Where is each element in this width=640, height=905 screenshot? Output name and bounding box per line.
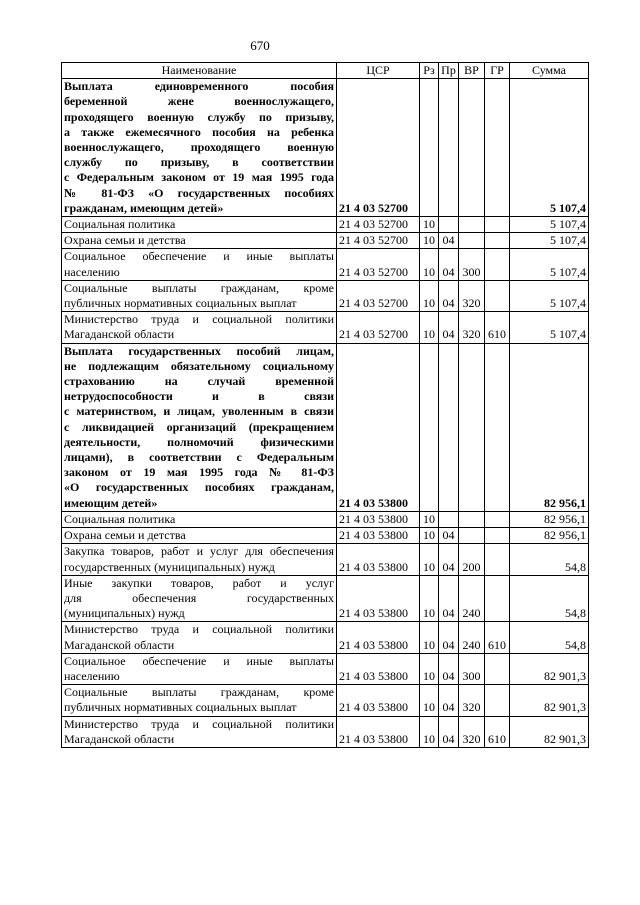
row-name-line: (муниципальных) нужд <box>64 606 185 621</box>
row-name-line: публичных нормативных социальных выплат <box>64 296 297 311</box>
row-name <box>62 622 337 653</box>
row-name <box>62 343 337 511</box>
row-sum: 5 107,4 <box>510 79 589 217</box>
table-row <box>62 544 589 575</box>
row-csr: 21 4 03 52700 <box>337 280 420 311</box>
row-name-line: службу по призыву, в соответствии <box>64 155 334 170</box>
row-sum: 82 956,1 <box>510 528 589 544</box>
row-pr: 04 <box>439 575 459 622</box>
row-pr: 04 <box>439 233 459 249</box>
row-vr <box>459 79 485 217</box>
row-name-line: для обеспечения государственных <box>64 590 334 605</box>
table-row <box>62 528 589 544</box>
row-name-line: Социальная политика <box>64 511 176 526</box>
row-name-line: Социальные выплаты гражданам, кроме <box>64 280 334 295</box>
row-rz: 10 <box>420 233 439 249</box>
row-csr: 21 4 03 53800 <box>337 343 420 511</box>
row-pr <box>439 511 459 527</box>
row-rz: 10 <box>420 249 439 280</box>
row-name-line: Выплата единовременного пособия <box>64 79 334 94</box>
row-vr: 300 <box>459 653 485 684</box>
row-csr: 21 4 03 52700 <box>337 249 420 280</box>
table-row <box>62 622 589 653</box>
header-gr: ГР <box>485 63 510 79</box>
row-rz: 10 <box>420 575 439 622</box>
row-name <box>62 511 337 527</box>
row-sum: 82 956,1 <box>510 343 589 511</box>
table-row <box>62 575 589 622</box>
row-pr: 04 <box>439 528 459 544</box>
row-name-line: населению <box>64 668 120 683</box>
row-pr: 04 <box>439 716 459 747</box>
row-name <box>62 653 337 684</box>
table-header-row <box>62 63 589 79</box>
row-gr: 610 <box>485 622 510 653</box>
header-sum: Сумма <box>510 63 589 79</box>
table-row <box>62 312 589 343</box>
row-sum: 5 107,4 <box>510 312 589 343</box>
header-rz: Рз <box>420 63 439 79</box>
row-gr <box>485 528 510 544</box>
row-csr: 21 4 03 53800 <box>337 511 420 527</box>
row-csr: 21 4 03 52700 <box>337 233 420 249</box>
row-rz: 10 <box>420 653 439 684</box>
row-name-line: Министерство труда и социальной политики <box>64 312 334 327</box>
row-sum: 5 107,4 <box>510 249 589 280</box>
header-name: Наименование <box>62 63 337 79</box>
row-name-line: Магаданской области <box>64 327 175 342</box>
row-sum: 5 107,4 <box>510 217 589 233</box>
row-gr <box>485 653 510 684</box>
row-gr <box>485 249 510 280</box>
row-name <box>62 217 337 233</box>
table-row <box>62 249 589 280</box>
row-csr: 21 4 03 53800 <box>337 575 420 622</box>
row-csr: 21 4 03 53800 <box>337 716 420 747</box>
row-rz <box>420 343 439 511</box>
row-pr: 04 <box>439 312 459 343</box>
row-name-line: страхованию на случай временной <box>64 374 334 389</box>
row-sum: 5 107,4 <box>510 280 589 311</box>
table-row <box>62 217 589 233</box>
row-name-line: публичных нормативных социальных выплат <box>64 700 297 715</box>
row-name-line: Социальная политика <box>64 217 176 232</box>
table-row <box>62 280 589 311</box>
row-rz: 10 <box>420 312 439 343</box>
row-rz: 10 <box>420 685 439 716</box>
row-rz: 10 <box>420 544 439 575</box>
row-sum: 54,8 <box>510 544 589 575</box>
row-sum: 54,8 <box>510 575 589 622</box>
page-number: 670 <box>250 38 270 53</box>
row-name <box>62 685 337 716</box>
row-name-line: с ликвидацией организаций (прекращением <box>64 419 334 434</box>
table-row <box>62 511 589 527</box>
row-pr: 04 <box>439 653 459 684</box>
header-csr: ЦСР <box>337 63 420 79</box>
row-name <box>62 249 337 280</box>
row-name-line: деятельности, полномочий физическими <box>64 434 334 449</box>
header-pr: Пр <box>439 63 459 79</box>
row-sum: 82 901,3 <box>510 716 589 747</box>
row-rz <box>420 79 439 217</box>
table-row <box>62 343 589 511</box>
row-name <box>62 312 337 343</box>
row-csr: 21 4 03 53800 <box>337 622 420 653</box>
row-name <box>62 544 337 575</box>
row-csr: 21 4 03 53800 <box>337 528 420 544</box>
row-vr: 320 <box>459 312 485 343</box>
row-name-line: а также ежемесячного пособия на ребенка <box>64 124 334 139</box>
row-name <box>62 528 337 544</box>
row-gr <box>485 217 510 233</box>
table-row <box>62 79 589 217</box>
row-gr <box>485 575 510 622</box>
table-row <box>62 685 589 716</box>
row-vr: 240 <box>459 575 485 622</box>
row-name-line: Охрана семьи и детства <box>64 528 186 543</box>
row-name-line: Социальные выплаты гражданам, кроме <box>64 685 334 700</box>
row-pr: 04 <box>439 249 459 280</box>
row-name <box>62 575 337 622</box>
row-name-line: «О государственных пособиях гражданам, <box>64 480 334 495</box>
table-row <box>62 653 589 684</box>
row-sum: 5 107,4 <box>510 233 589 249</box>
row-name-line: № 81-ФЗ «О государственных пособиях <box>64 185 334 200</box>
row-vr: 200 <box>459 544 485 575</box>
row-pr <box>439 343 459 511</box>
row-vr: 320 <box>459 716 485 747</box>
row-rz: 10 <box>420 217 439 233</box>
row-gr <box>485 685 510 716</box>
row-name-line: военнослужащего, проходящего военную <box>64 140 334 155</box>
header-vr: ВР <box>459 63 485 79</box>
row-vr: 240 <box>459 622 485 653</box>
row-name-line: нетрудоспособности и в связи <box>64 389 334 404</box>
row-name-line: с Федеральным законом от 19 мая 1995 года <box>64 170 334 185</box>
row-name-line: Магаданской области <box>64 731 175 746</box>
table-body <box>62 79 589 748</box>
row-vr: 300 <box>459 249 485 280</box>
row-gr <box>485 511 510 527</box>
row-sum: 82 901,3 <box>510 685 589 716</box>
row-pr: 04 <box>439 280 459 311</box>
row-sum: 54,8 <box>510 622 589 653</box>
row-name-line: не подлежащим обязательному социальному <box>64 358 334 373</box>
row-vr <box>459 217 485 233</box>
row-name-line: Министерство труда и социальной политики <box>64 716 334 731</box>
row-name-line: проходящего военную службу по призыву, <box>64 109 334 124</box>
row-pr: 04 <box>439 685 459 716</box>
row-rz: 10 <box>420 280 439 311</box>
row-name-line: имеющим детей» <box>64 495 158 510</box>
row-name <box>62 79 337 217</box>
row-gr <box>485 280 510 311</box>
row-name-line: Министерство труда и социальной политики <box>64 622 334 637</box>
row-name-line: с материнством, и лицам, уволенным в связи <box>64 404 334 419</box>
row-rz: 10 <box>420 511 439 527</box>
row-vr <box>459 233 485 249</box>
table-row <box>62 233 589 249</box>
row-name-line: гражданам, имеющим детей» <box>64 200 224 215</box>
row-csr: 21 4 03 53800 <box>337 544 420 575</box>
row-vr <box>459 528 485 544</box>
row-name-line: законом от 19 мая 1995 года № 81-ФЗ <box>64 465 334 480</box>
row-rz: 10 <box>420 716 439 747</box>
row-csr: 21 4 03 53800 <box>337 685 420 716</box>
row-csr: 21 4 03 52700 <box>337 79 420 217</box>
row-name-line: лицами), в соответствии с Федеральным <box>64 450 334 465</box>
row-name <box>62 233 337 249</box>
row-vr <box>459 343 485 511</box>
row-rz: 10 <box>420 528 439 544</box>
row-name <box>62 716 337 747</box>
row-gr <box>485 79 510 217</box>
row-name-line: населению <box>64 264 120 279</box>
row-name-line: Охрана семьи и детства <box>64 233 186 248</box>
row-name-line: Иные закупки товаров, работ и услуг <box>64 575 334 590</box>
row-name-line: беременной жене военнослужащего, <box>64 94 334 109</box>
row-gr: 610 <box>485 716 510 747</box>
row-name-line: государственных (муниципальных) нужд <box>64 559 275 574</box>
budget-table <box>61 62 589 748</box>
row-name-line: Социальное обеспечение и иные выплаты <box>64 653 334 668</box>
row-name <box>62 280 337 311</box>
row-pr: 04 <box>439 544 459 575</box>
row-sum: 82 956,1 <box>510 511 589 527</box>
row-pr: 04 <box>439 622 459 653</box>
row-csr: 21 4 03 52700 <box>337 217 420 233</box>
row-vr: 320 <box>459 280 485 311</box>
row-pr <box>439 79 459 217</box>
row-gr <box>485 544 510 575</box>
row-name-line: Социальное обеспечение и иные выплаты <box>64 249 334 264</box>
row-rz: 10 <box>420 622 439 653</box>
row-gr <box>485 343 510 511</box>
row-csr: 21 4 03 53800 <box>337 653 420 684</box>
row-csr: 21 4 03 52700 <box>337 312 420 343</box>
row-name-line: Закупка товаров, работ и услуг для обеспечения <box>64 544 334 559</box>
row-vr: 320 <box>459 685 485 716</box>
row-name-line: Магаданской области <box>64 637 175 652</box>
table-row <box>62 716 589 747</box>
row-gr <box>485 233 510 249</box>
row-pr <box>439 217 459 233</box>
row-name-line: Выплата государственных пособий лицам, <box>64 343 334 358</box>
row-sum: 82 901,3 <box>510 653 589 684</box>
row-vr <box>459 511 485 527</box>
row-gr: 610 <box>485 312 510 343</box>
